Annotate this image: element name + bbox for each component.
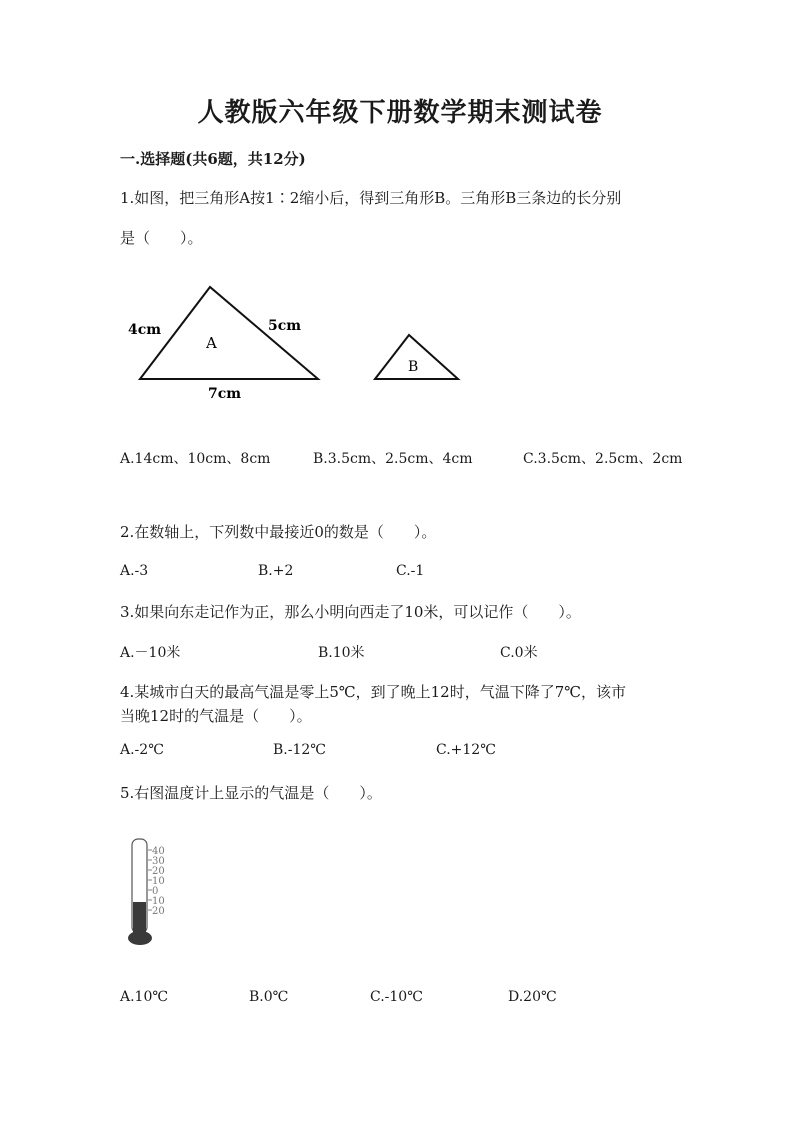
- q3-option-b[interactable]: B.10米: [318, 645, 365, 661]
- thermometer-tick-label: 10: [152, 876, 165, 887]
- q4-option-a[interactable]: A.-2℃: [120, 742, 164, 758]
- thermometer-bulb: [128, 931, 152, 945]
- question-1-text-cont: 是（ ）。: [120, 229, 203, 247]
- thermometer-icon: [126, 836, 176, 948]
- q1-option-b[interactable]: B.3.5cm、2.5cm、4cm: [313, 451, 473, 467]
- side-bottom-label: 7cm: [208, 386, 242, 402]
- thermometer-tick-label: 10: [152, 896, 165, 907]
- triangle-a-label: A: [206, 334, 217, 352]
- side-left-label: 4cm: [128, 322, 162, 338]
- q3-option-a[interactable]: A.－10米: [120, 645, 181, 661]
- q5-option-d[interactable]: D.20℃: [508, 989, 557, 1005]
- question-5-text: 5.右图温度计上显示的气温是（ ）。: [120, 784, 382, 802]
- q2-option-c[interactable]: C.-1: [396, 563, 425, 579]
- side-right-label: 5cm: [268, 318, 302, 334]
- q2-option-a[interactable]: A.-3: [120, 563, 149, 579]
- mercury-column: [133, 902, 146, 934]
- q1-option-c[interactable]: C.3.5cm、2.5cm、2cm: [523, 451, 683, 467]
- section-heading: 一.选择题(共6题，共12分): [120, 150, 306, 168]
- question-3-text: 3.如果向东走记作为正，那么小明向西走了10米，可以记作（ ）。: [120, 603, 581, 621]
- q1-option-a[interactable]: A.14cm、10cm、8cm: [120, 451, 271, 467]
- q5-option-b[interactable]: B.0℃: [249, 989, 289, 1005]
- page-title: 人教版六年级下册数学期末测试卷: [197, 98, 603, 128]
- q5-option-a[interactable]: A.10℃: [120, 989, 169, 1005]
- question-4-text: 4.某城市白天的最高气温是零上5℃，到了晚上12时，气温下降了7℃，该市: [120, 683, 627, 701]
- q4-option-b[interactable]: B.-12℃: [273, 742, 326, 758]
- question-2-text: 2.在数轴上，下列数中最接近0的数是（ ）。: [120, 523, 437, 541]
- thermometer-tick-label: 30: [152, 856, 165, 867]
- triangle-figure: [120, 278, 520, 418]
- q3-option-c[interactable]: C.0米: [500, 645, 538, 661]
- q4-option-c[interactable]: C.+12℃: [436, 742, 496, 758]
- triangle-b-label: B: [408, 359, 419, 375]
- q5-option-c[interactable]: C.-10℃: [370, 989, 423, 1005]
- thermometer-tick-label: 40: [152, 846, 165, 857]
- question-4-text-cont: 当晚12时的气温是（ ）。: [120, 707, 312, 725]
- thermometer-tick-label: 20: [152, 866, 165, 877]
- thermometer-tick-label: 0: [152, 886, 159, 897]
- question-1-text: 1.如图，把三角形A按1∶2缩小后，得到三角形B。三角形B三条边的长分别: [120, 189, 622, 207]
- thermometer-tick-label: 20: [152, 906, 165, 917]
- q2-option-b[interactable]: B.+2: [258, 563, 294, 579]
